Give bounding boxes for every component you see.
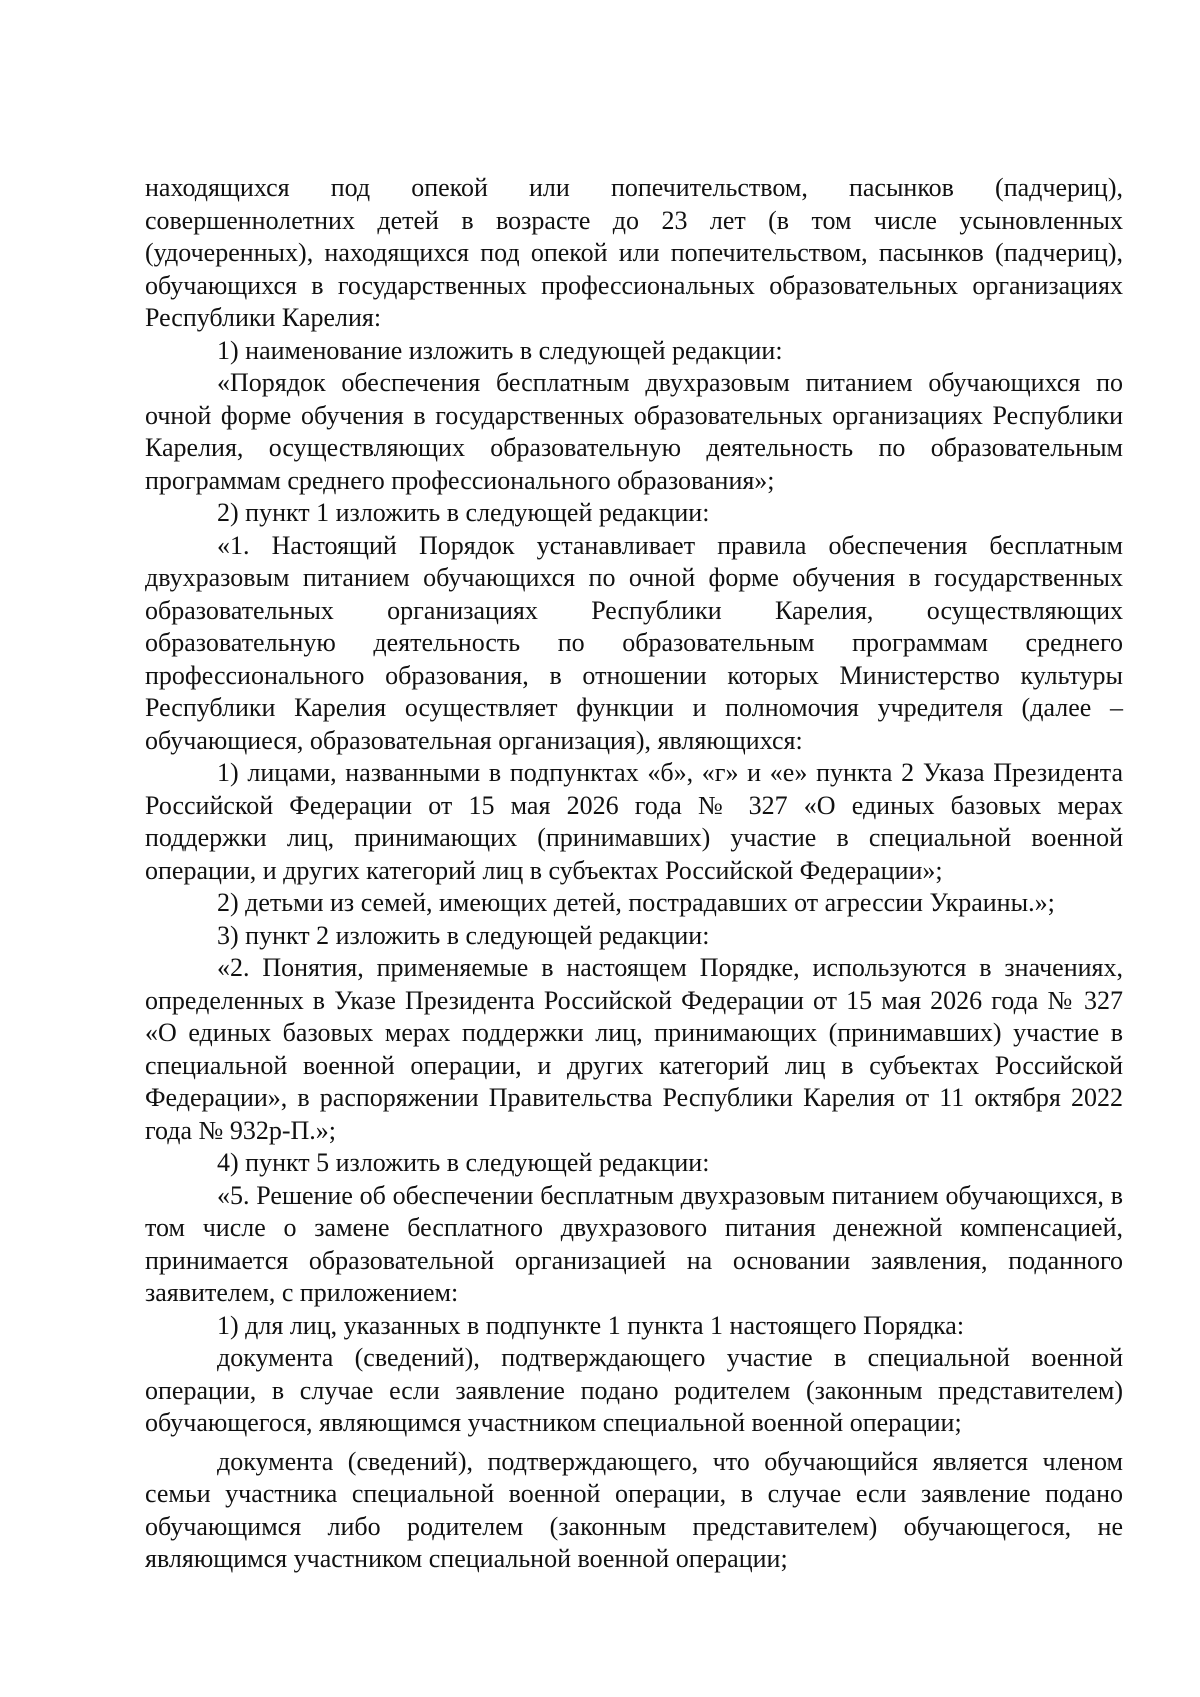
paragraph-item-1-rename: 1) наименование изложить в следующей редакции: — [217, 335, 783, 365]
paragraph-clause-2: «2. Понятия, применяемые в настоящем Порядке, используются в значениях, определенных в Указе Президента Российской Федерации от 15 мая 2026 года № 327 «О единых базовых мерах поддержки лиц, принимающих (принимавших) участие в специальной военной операции, и других категорий лиц в субъектах Российской Федерации», в распоряжении Правительства Республики Карелия от 11 октября 2022 года № 932р-П.»; — [145, 953, 1123, 1145]
paragraph-continuation: находящихся под опекой или попечительством, пасынков (падчериц), совершеннолетних детей в возрасте до 23 лет (в том числе усыновленных (удочеренных), находящихся под опекой или попечительством, пасынков (падчериц), обучающихся в государственных профессиональных образовательных организациях Республики Карелия: — [145, 173, 1123, 332]
paragraph-subclause-1: 1) лицами, названными в подпунктах «б», «г» и «е» пункта 2 Указа Президента Российской Федерации от 15 мая 2026 года № 327 «О единых базовых мерах поддержки лиц, принимающих (принимавших) участие в специальной военной операции, и других категорий лиц в субъектах Российской Федерации»; — [145, 758, 1123, 885]
paragraph-document-participation: документа (сведений), подтверждающего участие в специальной военной операции, в случае если заявление подано родителем (законным представителем) обучающегося, являющимся участником специальной военной операции; — [145, 1343, 1123, 1437]
paragraph-clause-5-subitem-1: 1) для лиц, указанных в подпункте 1 пункта 1 настоящего Порядка: — [217, 1310, 965, 1340]
paragraph-item-3: 3) пункт 2 изложить в следующей редакции: — [217, 920, 710, 950]
paragraph-clause-1: «1. Настоящий Порядок устанавливает правила обеспечения бесплатным двухразовым питанием обучающихся по очной форме обучения в государственных образовательных организациях Республики Карелия, осуществляющих образовательную деятельность по образовательным программам среднего профессионального образования, в отношении которых Министерство культуры Республики Карелия осуществляет функции и полномочия учредителя (далее – обучающиеся, образовательная организация), являющихся: — [145, 530, 1123, 755]
paragraph-document-family-member: документа (сведений), подтверждающего, что обучающийся является членом семьи участника специальной военной операции, в случае если заявление подано обучающимся либо родителем (законным представителем) обучающегося, не являющимся участником специальной военной операции; — [145, 1446, 1123, 1573]
paragraph-clause-5: «5. Решение об обеспечении бесплатным двухразовым питанием обучающихся, в том числе о замене бесплатного двухразового питания денежной компенсацией, принимается образовательной организацией на основании заявления, поданного заявителем, с приложением: — [145, 1180, 1123, 1307]
paragraph-new-title: «Порядок обеспечения бесплатным двухразовым питанием обучающихся по очной форме обучения в государственных образовательных организациях Республики Карелия, осуществляющих образовательную деятельность по образовательным программам среднего профессионального образования»; — [145, 368, 1123, 495]
document-page — [145, 172, 1123, 1576]
paragraph-subclause-2: 2) детьми из семей, имеющих детей, пострадавших от агрессии Украины.»; — [217, 888, 1055, 917]
paragraph-item-4: 4) пункт 5 изложить в следующей редакции: — [217, 1148, 710, 1177]
paragraph-item-2: 2) пункт 1 изложить в следующей редакции: — [217, 498, 710, 527]
